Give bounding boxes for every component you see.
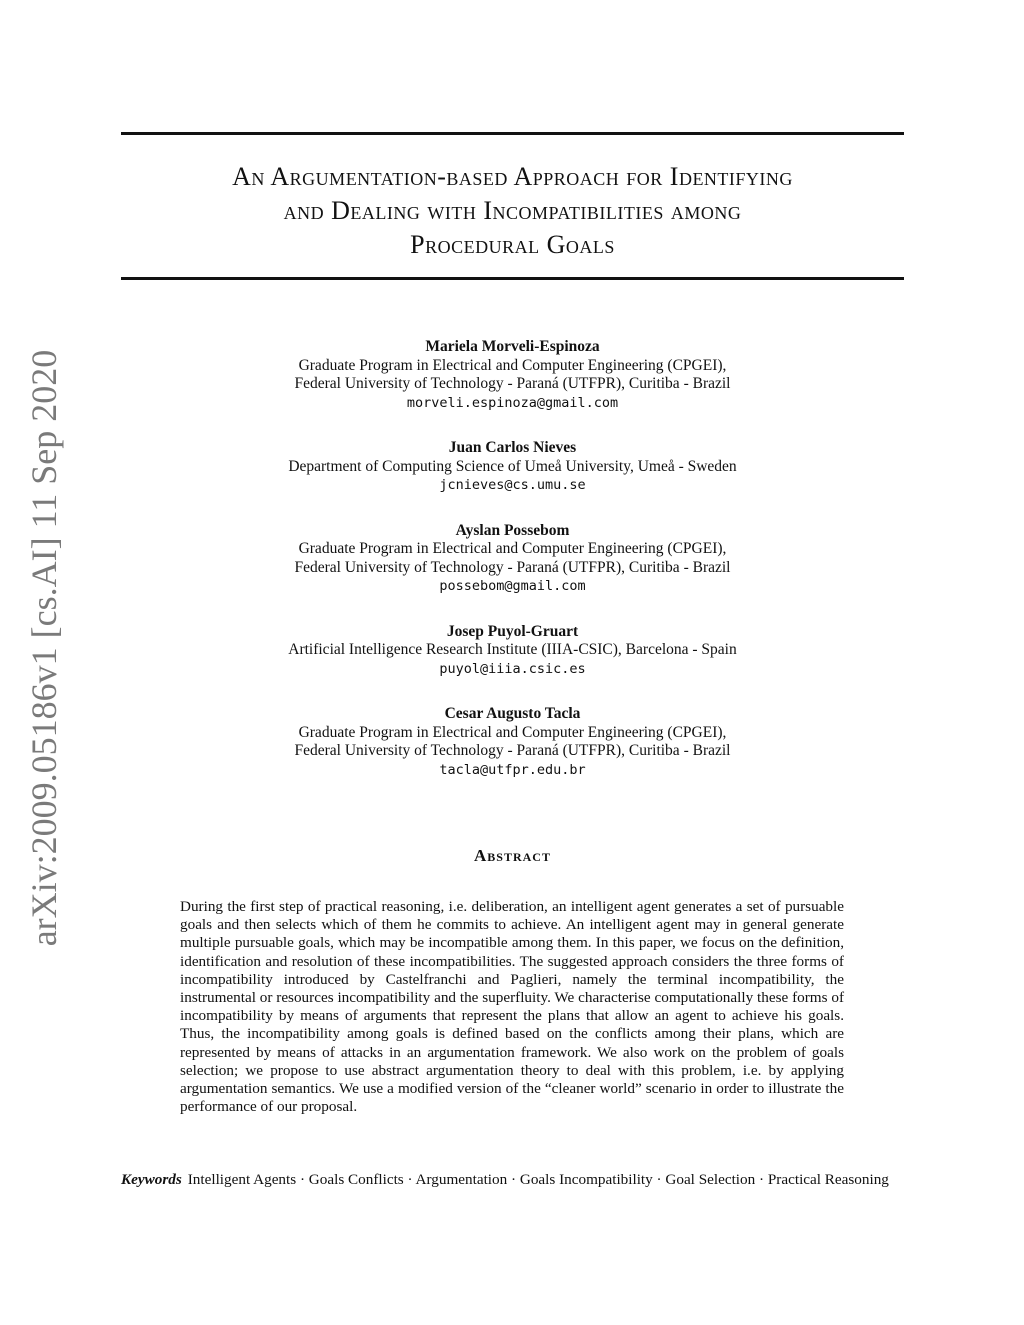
author-name: Juan Carlos Nieves [448,439,577,456]
author-email[interactable]: jcnieves@cs.umu.se [439,477,586,493]
title-line-1: An Argumentation-based Approach for Identifying [232,162,793,191]
title-top-rule [121,132,904,135]
author-email[interactable]: morveli.espinoza@gmail.com [406,394,619,411]
author-email[interactable]: possebom@gmail.com [439,578,586,594]
author-name: Mariela Morveli-Espinoza [425,338,600,355]
author-affiliation: Federal University of Technology - Paraná (UTFPR), Curitiba - Brazil [294,558,731,576]
title-line-2: and Dealing with Incompatibilities among [283,196,742,225]
author-block [121,338,904,412]
author-block [121,705,904,779]
title-line-3: Procedural Goals [410,230,615,259]
keywords-text: Intelligent Agents · Goals Conflicts · Argumentation · Goals Incompatibility · Goal Selection · Practical Reasoning [187,1171,889,1188]
abstract-text: During the first step of practical reasoning, i.e. deliberation, an intelligent agent generates a set of pursuable goals and then selects which of them he commits to achieve. An intelligent agent may in general generate multiple pursuable goals, which may be incompatible among them. In this paper, we focus on the definition, identification and resolution of these incompatibilities. The suggested approach considers the three forms of incompatibility introduced by Castelfranchi and Paglieri, namely the terminal incompatibility, the instrumental or resources incompatibility and the superfluity. We characterise computationally these forms of incompatibility by means of arguments that represent the plans that allow an agent to achieve his goals. Thus, the incompatibility among goals is defined based on the conflicts among their plans, which are represented by means of attacks in an argumentation framework. We also work on the problem of goals selection; we propose to use abstract argumentation theory to deal with this problem, i.e. by applying argumentation semantics. We use a modified version of the “cleaner world” scenario in order to illustrate the performance of our proposal. [180,898,844,1116]
author-affiliation: Federal University of Technology - Paraná (UTFPR), Curitiba - Brazil [294,375,731,392]
author-list [121,338,904,779]
title-bottom-rule [121,277,904,280]
author-affiliation: Graduate Program in Electrical and Computer Engineering (CPGEI), [298,723,727,741]
paper-title [121,160,904,262]
author-affiliation: Graduate Program in Electrical and Computer Engineering (CPGEI), [298,356,727,374]
author-block [121,623,904,679]
author-name: Ayslan Possebom [455,521,570,539]
author-affiliation: Graduate Program in Electrical and Computer Engineering (CPGEI), [298,540,727,557]
author-affiliation: Federal University of Technology - Paraná (UTFPR), Curitiba - Brazil [294,742,731,759]
author-block [121,522,904,596]
arxiv-stamp: arXiv:2009.05186v1 [cs.AI] 11 Sep 2020 [24,349,64,947]
author-name: Josep Puyol-Gruart [446,622,579,640]
keywords [121,1171,904,1190]
abstract-heading: Abstract [474,846,551,865]
author-email[interactable]: puyol@iiia.csic.es [439,660,586,677]
author-affiliation: Department of Computing Science of Umeå University, Umeå - Sweden [288,457,737,475]
author-block [121,439,904,495]
author-affiliation: Artificial Intelligence Research Institute (IIIA-CSIC), Barcelona - Spain [288,641,737,658]
author-email[interactable]: tacla@utfpr.edu.br [439,761,586,778]
author-name: Cesar Augusto Tacla [444,705,581,722]
keywords-label: Keywords [121,1171,182,1188]
